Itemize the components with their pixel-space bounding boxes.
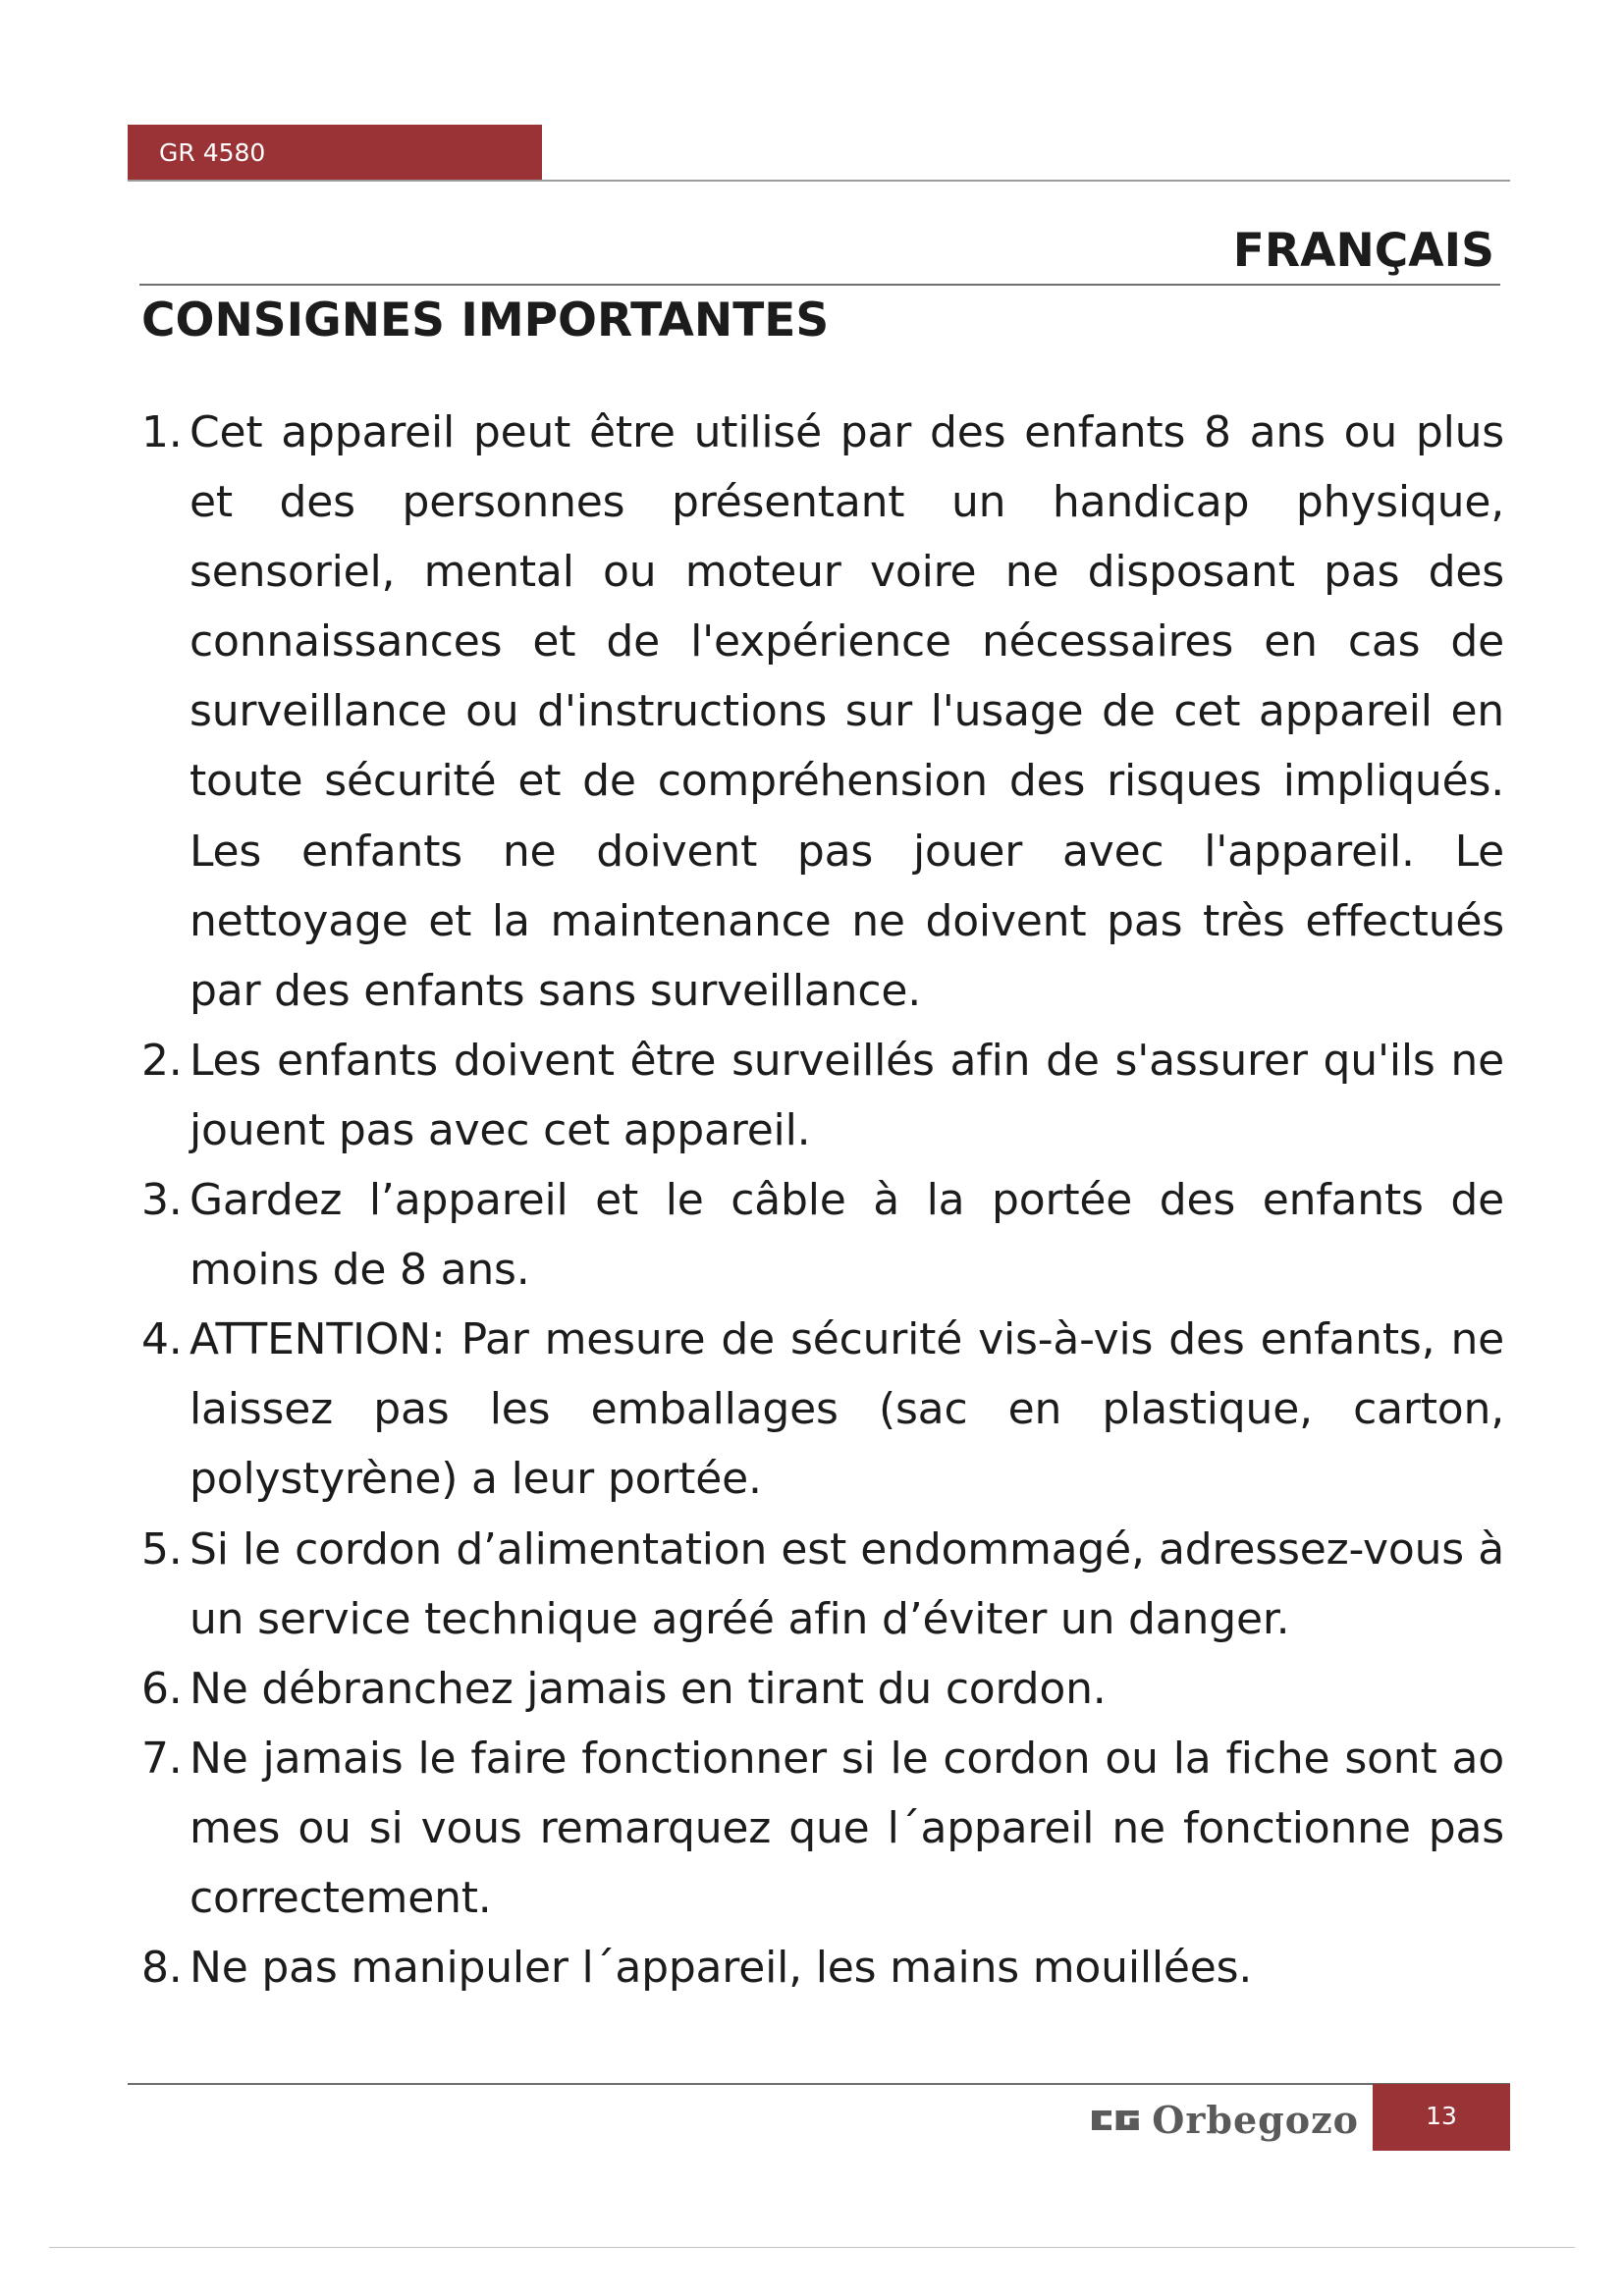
instruction-item [141, 1305, 1504, 1514]
instruction-item [141, 1933, 1504, 2002]
header-divider [128, 180, 1510, 182]
language-heading: FRANÇAIS [1232, 224, 1494, 278]
instruction-number: 1. [141, 407, 183, 457]
instruction-text: Si le cordon d’alimentation est endommagé, adressez-vous à un service technique agréé afin d’éviter un danger. [189, 1523, 1504, 1644]
instruction-item [141, 398, 1504, 1026]
instruction-text: Ne débranchez jamais en tirant du cordon. [189, 1663, 1107, 1714]
instruction-number: 6. [141, 1663, 183, 1714]
brand-mark-icon [1092, 2104, 1140, 2137]
instruction-text: Les enfants doivent être surveillés afin de s'assurer qu'ils ne jouent pas avec cet appareil. [189, 1035, 1504, 1155]
brand-name: Orbegozo [1152, 2098, 1359, 2142]
page-number: 13 [1426, 2102, 1457, 2130]
page-bottom-divider [49, 2247, 1575, 2248]
section-title: CONSIGNES IMPORTANTES [141, 294, 830, 347]
instruction-number: 3. [141, 1175, 183, 1226]
model-number: GR 4580 [159, 138, 266, 167]
instruction-item [141, 1724, 1504, 1933]
instruction-number: 2. [141, 1035, 183, 1086]
instructions-list [141, 398, 1504, 2002]
instruction-number: 7. [141, 1733, 183, 1784]
instruction-item [141, 1515, 1504, 1654]
footer-divider [128, 2083, 1510, 2085]
instruction-text: Cet appareil peut être utilisé par des enfants 8 ans ou plus et des personnes présentant un handicap physique, sensoriel, mental ou moteur voire ne disposant pas des connaissances et de l'expérience nécessaires en cas de surveillance ou d'instructions sur l'usage de cet appareil en toute sécurité et de compréhension des risques impliqués. Les enfants ne doivent pas jouer avec l'appareil. Le nettoyage et la maintenance ne doivent pas très effectués par des enfants sans surveillance. [189, 407, 1504, 1016]
instruction-item [141, 1165, 1504, 1305]
brand-logo [1092, 2097, 1359, 2144]
instruction-number: 4. [141, 1314, 183, 1365]
instruction-text: Ne pas manipuler l´appareil, les mains mouillées. [189, 1943, 1253, 1994]
instruction-item [141, 1026, 1504, 1165]
instruction-text: Ne jamais le faire fonctionner si le cordon ou la fiche sont ao mes ou si vous remarquez que l´appareil ne fonctionne pas correctement. [189, 1733, 1504, 1923]
instruction-text: Gardez l’appareil et le câble à la portée des enfants de moins de 8 ans. [189, 1175, 1504, 1296]
instruction-number: 8. [141, 1943, 183, 1994]
instruction-text: ATTENTION: Par mesure de sécurité vis-à-vis des enfants, ne laissez pas les emballages (sac en plastique, carton, polystyrène) a leur portée. [189, 1314, 1504, 1505]
language-divider [139, 284, 1500, 286]
instruction-item [141, 1654, 1504, 1724]
instruction-number: 5. [141, 1523, 183, 1575]
